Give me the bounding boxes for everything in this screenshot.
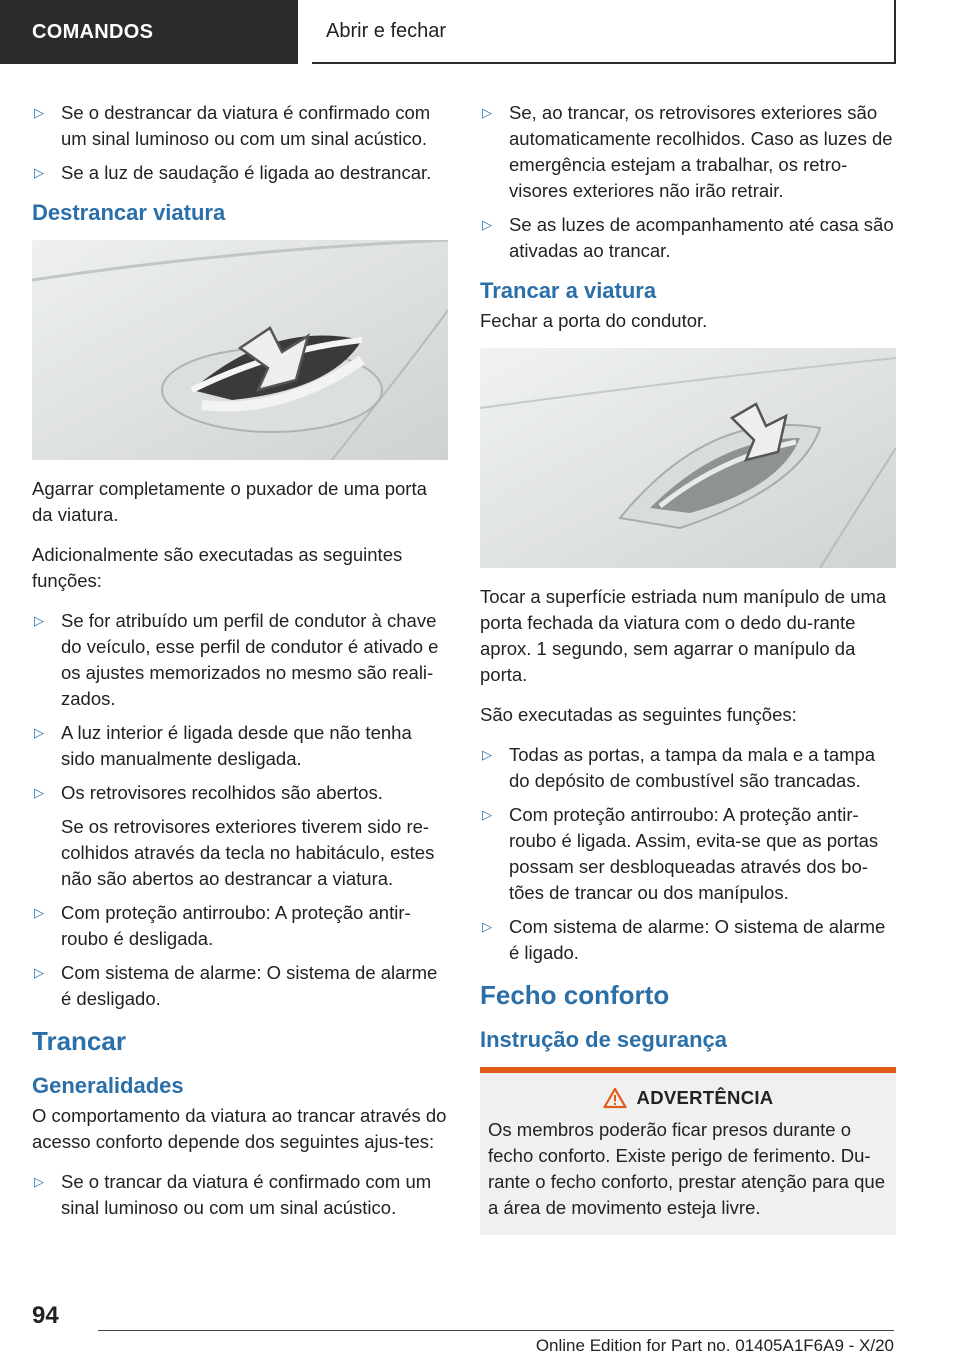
chapter-tab — [0, 0, 298, 64]
lock-functions-list — [480, 742, 896, 966]
list-item: ▷ Se for atribuído um perfil de condutor à chave do veículo, esse perfil de condutor é ativado e os ajustes memorizados no mesmo são reali-zados. — [34, 610, 439, 709]
triangle-bullet-icon: ▷ — [482, 217, 492, 232]
heading-lock: Trancar — [32, 1026, 126, 1056]
list-item: ▷ Se o destrancar da viatura é confirmado com um sinal luminoso ou com um sinal acústico. — [34, 102, 431, 149]
unlock-functions-list — [32, 608, 448, 1012]
triangle-bullet-icon: ▷ — [34, 613, 44, 628]
triangle-bullet-icon: ▷ — [34, 105, 44, 120]
unlock-paragraph-2: Adicionalmente são executadas as seguintes funções: — [32, 544, 403, 591]
right-column — [480, 100, 896, 1235]
list-item: ▷ Com proteção antirroubo: A proteção antir-roubo é ligada. Assim, evita-se que as portas possam ser desbloqueadas através dos bo-tões de trancar ou dos manípulos. — [482, 804, 879, 903]
triangle-bullet-icon: ▷ — [482, 105, 492, 120]
heading-comfort-closing: Fecho conforto — [480, 980, 670, 1010]
triangle-bullet-icon: ▷ — [482, 919, 492, 934]
list-item: ▷ Se, ao trancar, os retrovisores exteriores são automaticamente recolhidos. Caso as luzes de emergência estejam a trabalhar, os retro-visores exteriores não irão retrair. — [482, 102, 893, 201]
section-title: Abrir e fechar — [326, 19, 447, 42]
chapter-title: COMANDOS — [32, 20, 154, 43]
warning-label: ADVERTÊNCIA — [636, 1087, 774, 1108]
warning-title — [488, 1087, 888, 1109]
list-item: ▷ Os retrovisores recolhidos são abertos. Se os retrovisores exteriores tiverem sido re-colhidos através da tecla no habitáculo, estes não são abertos ao destrancar a viatura. — [32, 780, 448, 892]
triangle-bullet-icon: ▷ — [482, 747, 492, 762]
warning-text: Os membros poderão ficar presos durante o fecho conforto. Existe perigo de ferimento. Du-rante o fecho conforto, prestar atenção para que a área de movimento esteja livre. — [488, 1119, 885, 1218]
door-handle-touch-illustration — [480, 348, 896, 568]
heading-unlock-vehicle: Destrancar viatura — [32, 200, 226, 225]
general-list — [32, 1169, 448, 1221]
section-header — [312, 0, 896, 64]
mirror-note: Se os retrovisores exteriores tiverem sido re-colhidos através da tecla no habitáculo, estes não são abertos ao destrancar a viatura. — [61, 816, 435, 889]
door-handle-grab-illustration — [32, 240, 448, 460]
list-item: ▷ Se as luzes de acompanhamento até casa são ativadas ao trancar. — [482, 214, 894, 261]
list-item: ▷ Com sistema de alarme: O sistema de alarme é desligado. — [34, 962, 438, 1009]
list-item: ▷ Com sistema de alarme: O sistema de alarme é ligado. — [482, 916, 886, 963]
warning-box — [480, 1067, 896, 1235]
lock-vehicle-paragraph-3: São executadas as seguintes funções: — [480, 704, 797, 725]
list-item: ▷ Todas as portas, a tampa da mala e a tampa do depósito de combustível são trancadas. — [482, 744, 876, 791]
triangle-bullet-icon: ▷ — [34, 785, 44, 800]
triangle-bullet-icon: ▷ — [34, 1174, 44, 1189]
general-paragraph: O comportamento da viatura ao trancar através do acesso conforto depende dos seguintes ajus-tes: — [32, 1105, 447, 1152]
intro-list-left — [32, 100, 448, 186]
list-item: ▷ Com proteção antirroubo: A proteção antir-roubo é desligada. — [34, 902, 411, 949]
triangle-bullet-icon: ▷ — [34, 905, 44, 920]
footer-divider — [98, 1330, 894, 1331]
list-item: ▷ Se o trancar da viatura é confirmado com um sinal luminoso ou com um sinal acústico. — [34, 1171, 432, 1218]
triangle-bullet-icon: ▷ — [34, 965, 44, 980]
triangle-bullet-icon: ▷ — [482, 807, 492, 822]
list-item: ▷ A luz interior é ligada desde que não tenha sido manualmente desligada. — [34, 722, 412, 769]
list-item: ▷ Se a luz de saudação é ligada ao destrancar. — [32, 160, 448, 186]
unlock-paragraph-1: Agarrar completamente o puxador de uma porta da viatura. — [32, 478, 427, 525]
edition-note: Online Edition for Part no. 01405A1F6A9 - X/20 — [535, 1336, 894, 1355]
left-column — [32, 100, 448, 1235]
lock-vehicle-paragraph-1: Fechar a porta do condutor. — [480, 310, 708, 331]
triangle-bullet-icon: ▷ — [34, 165, 44, 180]
heading-safety-instruction: Instrução de segurança — [480, 1027, 727, 1052]
triangle-bullet-icon: ▷ — [34, 725, 44, 740]
heading-general: Generalidades — [32, 1073, 184, 1098]
intro-list-right — [480, 100, 896, 264]
heading-lock-vehicle: Trancar a viatura — [480, 278, 657, 303]
lock-vehicle-paragraph-2: Tocar a superfície estriada num manípulo de uma porta fechada da viatura com o dedo du-rante aprox. 1 segundo, sem agarrar o manípulo da porta. — [480, 586, 887, 685]
warning-triangle-icon — [603, 1087, 627, 1109]
page-number: 94 — [32, 1302, 59, 1329]
